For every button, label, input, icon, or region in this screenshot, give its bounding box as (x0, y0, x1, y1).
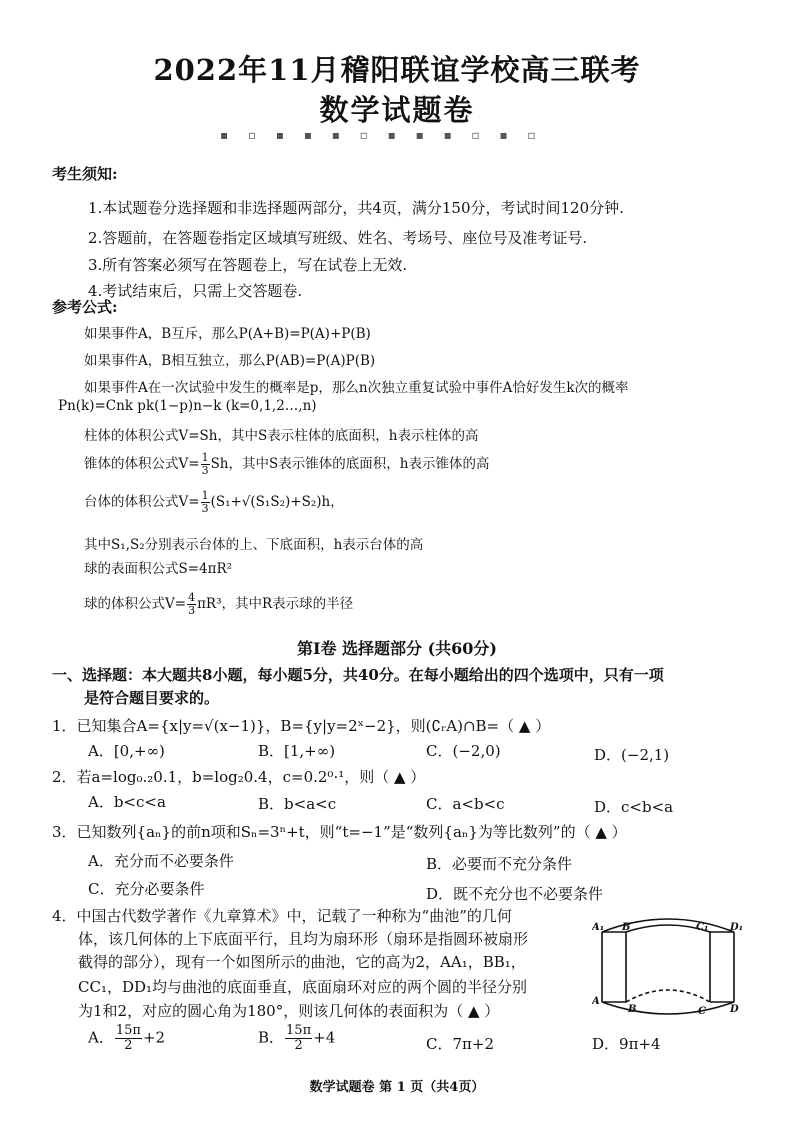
page-footer: 数学试题卷 第 1 页（共4页） (309, 1080, 485, 1095)
question-4-stem-line-2: 体，该几何体的上下底面平行，且均为扇环形（扇环是指圆环被扇形 (78, 930, 529, 948)
question-1-option-d: D．(−2,1) (594, 746, 670, 764)
formula-sphere-area: 球的表面积公式S=4πR² (84, 561, 233, 577)
figure-label-d1: D₁ (730, 922, 744, 933)
section-instructions-2: 是符合题目要求的。 (84, 689, 220, 707)
question-4-option-a: A． $\frac{15\pi}{2}$ +2 (88, 1023, 166, 1053)
question-1-option-a: A．[0,+∞) (88, 742, 165, 760)
formula-bernoulli: Pn(k)=Cnk pk(1−p)n−k (k=0,1,2…,n) (58, 398, 317, 414)
question-1-stem: 1．已知集合A={x|y=√(x−1)}，B={y|y=2ˣ−2}，则(∁ᵣA)∩B=（ ▲ ） (52, 717, 551, 735)
formula-cone (84, 452, 489, 477)
figure-label-a1: A₁ (592, 922, 605, 933)
notice-item-3: 3.所有答案必须写在答题卷上，写在试卷上无效. (88, 256, 408, 274)
notice-item-4: 4.考试结束后，只需上交答题卷. (88, 282, 303, 300)
question-1-option-c: C．(−2,0) (426, 742, 501, 760)
question-2-option-c: C．a<b<c (426, 795, 505, 813)
question-1-option-b: B．[1,+∞) (258, 742, 336, 760)
figure-label-a: A (592, 996, 600, 1007)
figure-label-c: C (698, 1006, 706, 1017)
formula-prism: 柱体的体积公式V=Sh，其中S表示柱体的底面积，h表示柱体的高 (84, 428, 479, 444)
exam-title: 2022年11月稽阳联谊学校高三联考 (153, 53, 641, 87)
question-3-option-b: B．必要而不充分条件 (426, 855, 573, 873)
formula-frustum-pre: 台体的体积公式V= (84, 494, 200, 510)
fraction-one-third-2: $\frac{1}{3}$ (201, 489, 209, 515)
question-4-stem-line-5: 为1和2，对应的圆心角为180°，则该几何体的表面积为（ ▲ ） (78, 1002, 500, 1020)
formula-frustum (84, 490, 344, 515)
formula-independent: 如果事件A，B相互独立，那么P(AB)=P(A)P(B) (84, 353, 376, 369)
question-2-option-d: D．c<b<a (594, 798, 674, 816)
question-4-option-b: B． $\frac{15\pi}{2}$ +4 (258, 1023, 336, 1053)
curved-pool-figure (592, 908, 744, 1020)
fraction-one-third: $\frac{1}{3}$ (201, 451, 209, 477)
fraction-four-thirds: $\frac{4}{3}$ (188, 591, 196, 617)
question-4-option-c: C．7π+2 (426, 1035, 494, 1053)
formula-cone-pre: 锥体的体积公式V= (84, 456, 200, 472)
scan-smudge: ▪ ▫ ▪ ▪ ▪ ▫ ▪ ▪ ▪ ▫ ▪ ▫ (220, 128, 544, 142)
notice-item-1: 1.本试题卷分选择题和非选择题两部分，共4页，满分150分，考试时间120分钟. (88, 199, 624, 217)
section-instructions-1: 一、选择题：本大题共8小题，每小题5分，共40分。在每小题给出的四个选项中，只有一项 (52, 666, 664, 684)
figure-label-b-top: B (622, 922, 631, 933)
notice-item-2: 2.答题前，在答题卷指定区域填写班级、姓名、考场号、座位号及准考证号. (88, 229, 588, 247)
exam-subtitle: 数学试题卷 (319, 93, 475, 127)
formula-sphere-post: πR³，其中R表示球的半径 (197, 596, 354, 612)
figure-label-d: D (730, 1004, 739, 1015)
formulas-heading: 参考公式: (52, 298, 118, 316)
question-2-option-b: B．b<a<c (258, 795, 337, 813)
question-4-option-d: D．9π+4 (592, 1035, 661, 1053)
question-4-stem-line-3: 截得的部分），现有一个如图所示的曲池，它的高为2，AA₁，BB₁， (78, 953, 526, 971)
figure-label-c1: C₁ (696, 922, 709, 933)
question-4-stem-line-4: CC₁，DD₁均与曲池的底面垂直，底面扇环对应的两个圆的半径分别 (78, 978, 528, 996)
figure-outer-bottom-arc (602, 1002, 734, 1014)
part-1-title: 第Ⅰ卷 选择题部分 (共60分) (296, 639, 498, 658)
option-b-fraction: $\frac{15\pi}{2}$ (286, 1023, 312, 1053)
question-3-stem: 3．已知数列{aₙ}的前n项和Sₙ=3ⁿ+t，则“t=−1”是“数列{aₙ}为等比数列”的（ ▲ ） (52, 823, 627, 841)
question-3-option-c: C．充分必要条件 (88, 880, 205, 898)
formula-bernoulli-text: 如果事件A在一次试验中发生的概率是p，那么n次独立重复试验中事件A恰好发生k次的概率 (84, 380, 629, 396)
formula-sphere-pre: 球的体积公式V= (84, 596, 187, 612)
formula-sphere-volume (84, 592, 353, 617)
question-2-stem: 2．若a=log₀.₂0.1，b=log₂0.4，c=0.2⁰·¹，则（ ▲ ） (52, 768, 426, 786)
formula-frustum-post: (S₁+√(S₁S₂)+S₂)h， (210, 494, 344, 510)
formula-cone-post: Sh，其中S表示锥体的底面积，h表示锥体的高 (210, 456, 490, 472)
notice-heading: 考生须知: (52, 165, 118, 183)
option-a-fraction: $\frac{15\pi}{2}$ (115, 1023, 141, 1053)
question-3-option-a: A．充分而不必要条件 (88, 852, 234, 870)
formula-frustum-note: 其中S₁,S₂分别表示台体的上、下底面积，h表示台体的高 (84, 537, 424, 553)
question-3-option-d: D．既不充分也不必要条件 (426, 885, 604, 903)
figure-label-b: B (628, 1004, 637, 1015)
question-4-stem-line-1: 4．中国古代数学著作《九章算术》中，记载了一种称为“曲池”的几何 (52, 907, 512, 925)
formula-mutex: 如果事件A，B互斥，那么P(A+B)=P(A)+P(B) (84, 326, 371, 342)
figure-inner-bottom-arc (626, 990, 710, 1002)
question-2-option-a: A．b<c<a (88, 793, 166, 811)
